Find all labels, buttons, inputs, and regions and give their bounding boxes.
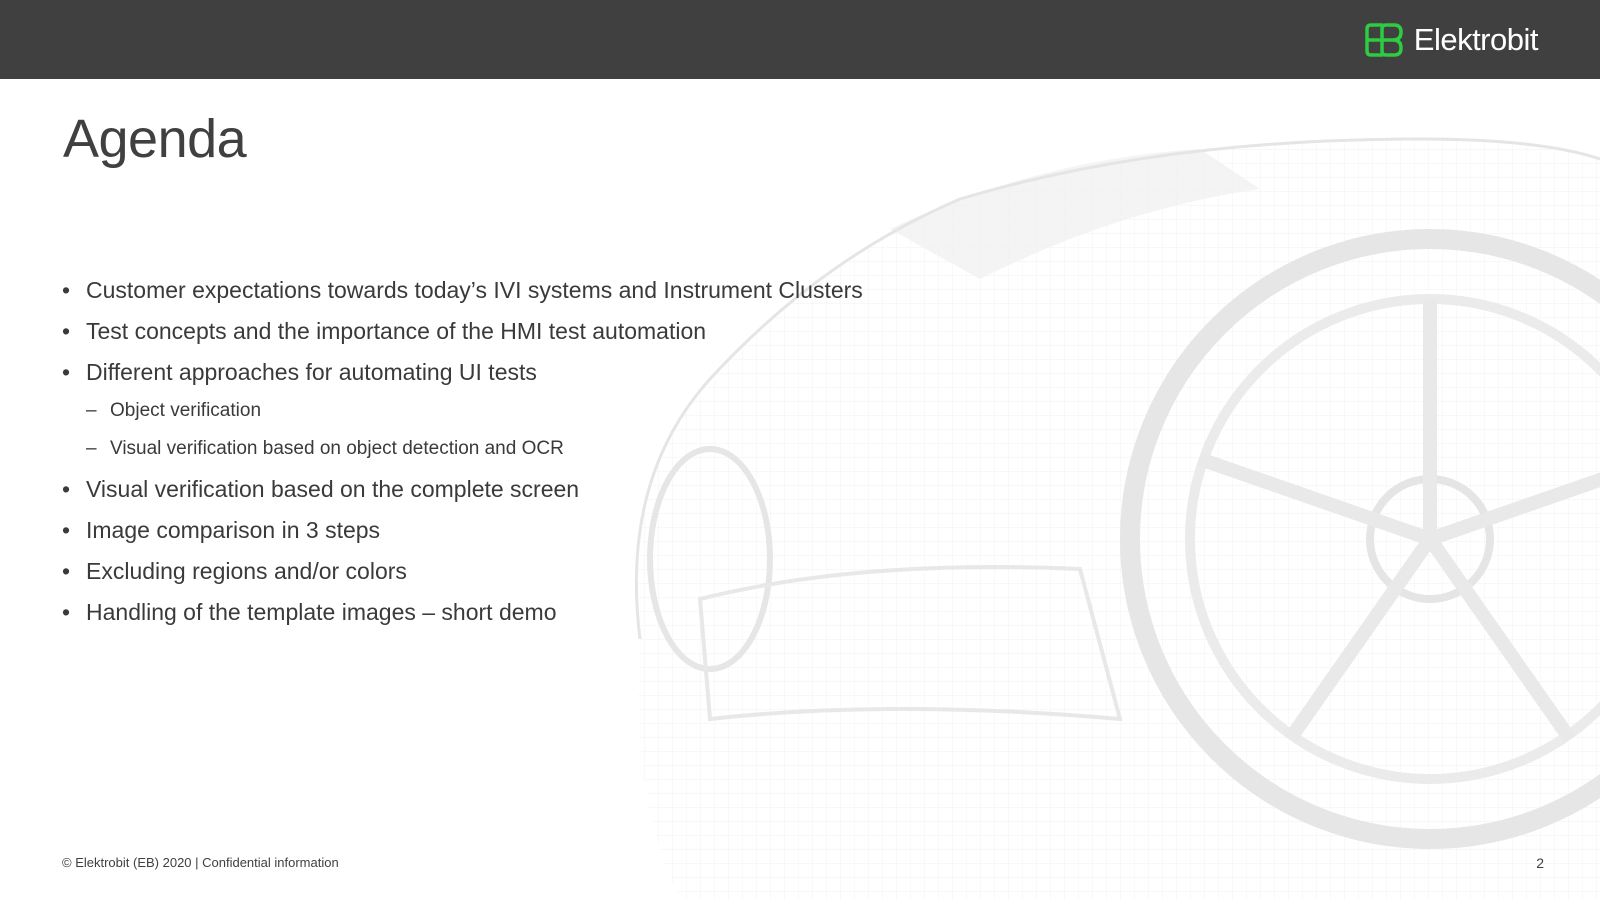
header-bar	[0, 0, 1600, 79]
agenda-subitem: – Visual verification based on object detection and OCR	[62, 436, 962, 474]
slide-title: Agenda	[63, 109, 247, 169]
footer-copyright: © Elektrobit (EB) 2020 | Confidential information	[62, 855, 339, 870]
brand-logo	[1364, 20, 1538, 60]
agenda-item: • Excluding regions and/or colors	[62, 556, 962, 597]
agenda-list	[62, 275, 962, 638]
eb-logo-icon	[1364, 20, 1404, 60]
agenda-item: • Test concepts and the importance of the HMI test automation	[62, 316, 962, 357]
brand-name: Elektrobit	[1413, 22, 1538, 57]
agenda-item: • Different approaches for automating UI tests	[62, 357, 962, 398]
agenda-item: • Customer expectations towards today’s IVI systems and Instrument Clusters	[62, 275, 962, 316]
agenda-item: • Visual verification based on the complete screen	[62, 474, 962, 515]
agenda-subitem: – Object verification	[62, 398, 962, 436]
agenda-item: • Handling of the template images – short demo	[62, 597, 962, 638]
page-number: 2	[1536, 855, 1544, 871]
agenda-item: • Image comparison in 3 steps	[62, 515, 962, 556]
